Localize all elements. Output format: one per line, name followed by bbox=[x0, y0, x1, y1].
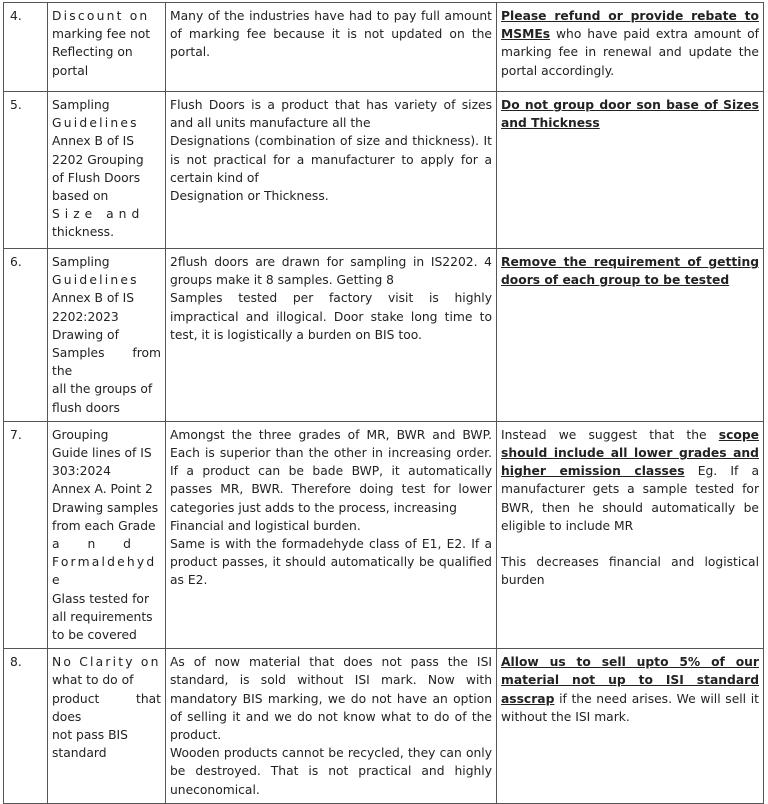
topic-line: portal bbox=[52, 63, 89, 78]
topic-line: a n d bbox=[52, 537, 143, 552]
suggestion-highlight: Do not group door son base of Sizes and Thickness bbox=[501, 98, 759, 131]
description-cell bbox=[166, 3, 497, 92]
topic-line: No Clarity on bbox=[52, 655, 161, 670]
topic-line: Annex A. Point 2 bbox=[52, 482, 153, 497]
topic-line: Formaldehyde bbox=[52, 555, 157, 588]
description-cell bbox=[166, 92, 497, 249]
topic-line: 2202 Grouping bbox=[52, 152, 144, 167]
row-number: 8. bbox=[4, 649, 48, 804]
suggestions-table bbox=[3, 2, 764, 804]
topic-line: all requirements bbox=[52, 609, 153, 624]
topic-line: Size and bbox=[52, 207, 145, 222]
topic-line: based on bbox=[52, 189, 109, 204]
suggestion-text: who have paid extra amount of marking fee in renewal and update the portal accordingly. bbox=[501, 27, 759, 78]
topic-line: Glass tested for bbox=[52, 591, 150, 606]
description-text: Samples tested per factory visit is highly impractical and illogical. Door stake long time to test, it is logistically a burden on BIS too. bbox=[170, 291, 492, 342]
row-number: 6. bbox=[4, 249, 48, 422]
topic-cell bbox=[48, 92, 166, 249]
suggestion-highlight: Please refund or provide rebate to MSMEs bbox=[501, 9, 759, 42]
description-text: Same is with the formadehyde class of E1, E2. If a product passes, it should automatically be qualified as E2. bbox=[170, 537, 492, 588]
suggestion-text: Instead we suggest that the bbox=[501, 427, 707, 442]
topic-line: Sampling bbox=[52, 255, 110, 269]
topic-cell bbox=[48, 3, 166, 92]
topic-line: product that does bbox=[52, 691, 161, 724]
suggestion-text: if the need arises. We will sell it without the ISI mark. bbox=[501, 691, 759, 724]
description-text: Designations (combination of size and thickness). It is not practical for a manufacturer to apply for a certain kind of bbox=[170, 134, 492, 185]
row-number: 5. bbox=[4, 92, 48, 249]
topic-line: Sampling bbox=[52, 98, 110, 112]
topic-line: marking fee not bbox=[52, 27, 151, 42]
topic-line: Drawing of bbox=[52, 327, 119, 342]
topic-line: from each Grade bbox=[52, 518, 156, 533]
description-cell bbox=[166, 649, 497, 804]
row-number: 7. bbox=[4, 421, 48, 648]
table-row bbox=[4, 92, 764, 249]
suggestion-highlight: scope should include all lower grades and higher emission classes bbox=[501, 427, 759, 479]
suggestion-cell bbox=[497, 92, 764, 249]
topic-line: 2202:2023 bbox=[52, 309, 119, 324]
topic-line: Guidelines bbox=[52, 273, 139, 288]
topic-line: Annex B of IS bbox=[52, 291, 135, 306]
topic-line: all the groups of bbox=[52, 382, 153, 397]
topic-line: standard bbox=[52, 746, 107, 761]
description-cell bbox=[166, 249, 497, 422]
topic-line: of Flush Doors bbox=[52, 170, 141, 185]
paragraph-gap bbox=[501, 535, 759, 553]
suggestion-highlight: Remove the requirement of getting doors of each group to be tested bbox=[501, 255, 759, 288]
row-number: 4. bbox=[4, 3, 48, 92]
topic-cell bbox=[48, 249, 166, 422]
topic-cell bbox=[48, 649, 166, 804]
description-text: Amongst the three grades of MR, BWR and BWP. Each is superior than the other in increasing order. If a product can be bade BWP, it automatically passes MR, BWR. Therefore doing test for lower categories just adds to the process, increasing bbox=[170, 427, 492, 515]
description-cell bbox=[166, 421, 497, 648]
suggestion-text: This decreases financial and logistical burden bbox=[501, 555, 759, 588]
topic-line: Drawing samples bbox=[52, 500, 159, 515]
topic-line: not pass BIS bbox=[52, 728, 128, 743]
description-text: 2flush doors are drawn for sampling in IS2202. 4 groups make it 8 samples. Getting 8 bbox=[170, 255, 492, 288]
topic-line: Reflecting on bbox=[52, 45, 133, 60]
topic-line: flush doors bbox=[52, 400, 120, 415]
description-text: Designation or Thickness. bbox=[170, 189, 329, 204]
table-row bbox=[4, 649, 764, 804]
topic-line: Annex B of IS bbox=[52, 134, 135, 149]
description-text: Wooden products cannot be recycled, they can only be destroyed. That is not practical and highly uneconomical. bbox=[170, 746, 492, 797]
suggestion-text: Eg. If a manufacturer gets a sample tested for BWR, then he should automatically be eligible to include MR bbox=[501, 464, 759, 533]
description-text: Flush Doors is a product that has variety of sizes and all units manufacture all the bbox=[170, 98, 492, 131]
suggestion-cell bbox=[497, 249, 764, 422]
table-row bbox=[4, 249, 764, 422]
topic-line: Guide lines of IS bbox=[52, 446, 152, 461]
topic-line: Guidelines bbox=[52, 116, 139, 131]
topic-cell bbox=[48, 421, 166, 648]
suggestion-highlight: Allow us to sell upto 5% of our material not up to ISI standard asscrap bbox=[501, 655, 759, 706]
topic-line: thickness. bbox=[52, 225, 114, 240]
topic-line: what to do of bbox=[52, 673, 134, 688]
topic-line: to be covered bbox=[52, 628, 137, 643]
suggestion-cell bbox=[497, 3, 764, 92]
description-text: Financial and logistical burden. bbox=[170, 518, 361, 533]
table-row bbox=[4, 421, 764, 648]
table-row bbox=[4, 3, 764, 92]
topic-line: 303:2024 bbox=[52, 464, 111, 479]
topic-line: Grouping bbox=[52, 427, 109, 442]
description-text: As of now material that does not pass the ISI standard, is sold without ISI mark. Now with mandatory BIS marking, we do not have an option of selling it and we do not know what to do of the product. bbox=[170, 655, 492, 743]
suggestion-cell bbox=[497, 421, 764, 648]
suggestion-cell bbox=[497, 649, 764, 804]
topic-line: Discount on bbox=[52, 9, 150, 23]
description-text: Many of the industries have had to pay full amount of marking fee because it is not updated on the portal. bbox=[170, 9, 492, 60]
topic-line: Samples from the bbox=[52, 346, 161, 379]
